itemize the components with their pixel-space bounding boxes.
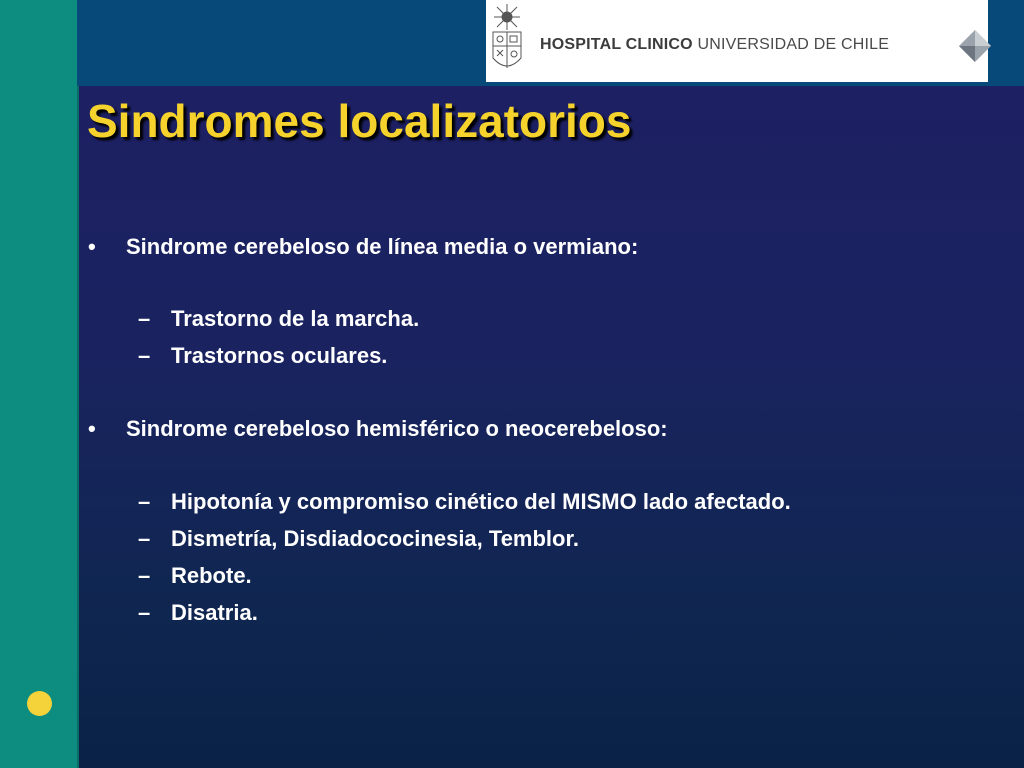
bullet-marker: • [88, 234, 96, 259]
bullet-item: Sindrome cerebeloso de línea media o vermiano: [126, 234, 639, 259]
sub-bullet-item: Trastorno de la marcha. [171, 306, 420, 331]
logo-bold-text: HOSPITAL CLINICO [540, 36, 693, 53]
slide-title: Sindromes localizatorios [87, 95, 632, 147]
sub-bullet-marker: – [138, 306, 151, 331]
bullet-item: Sindrome cerebeloso hemisférico o neocerebeloso: [126, 416, 668, 441]
bullet-marker: • [88, 416, 96, 441]
sub-bullet-marker: – [138, 563, 151, 588]
sub-bullet-item: Dismetría, Disdiadococinesia, Temblor. [171, 526, 579, 551]
sub-bullet-marker: – [138, 489, 151, 514]
sub-bullet-marker: – [138, 526, 151, 551]
sub-bullet-item: Rebote. [171, 563, 252, 588]
sub-bullet-item: Hipotonía y compromiso cinético del MISMO lado afectado. [171, 489, 791, 514]
sub-bullet-marker: – [138, 343, 151, 368]
sub-bullet-item: Disatria. [171, 600, 258, 625]
sub-bullet-item: Trastornos oculares. [171, 343, 388, 368]
logo-regular-text: UNIVERSIDAD DE CHILE [697, 36, 890, 53]
sub-bullet-marker: – [138, 600, 151, 625]
